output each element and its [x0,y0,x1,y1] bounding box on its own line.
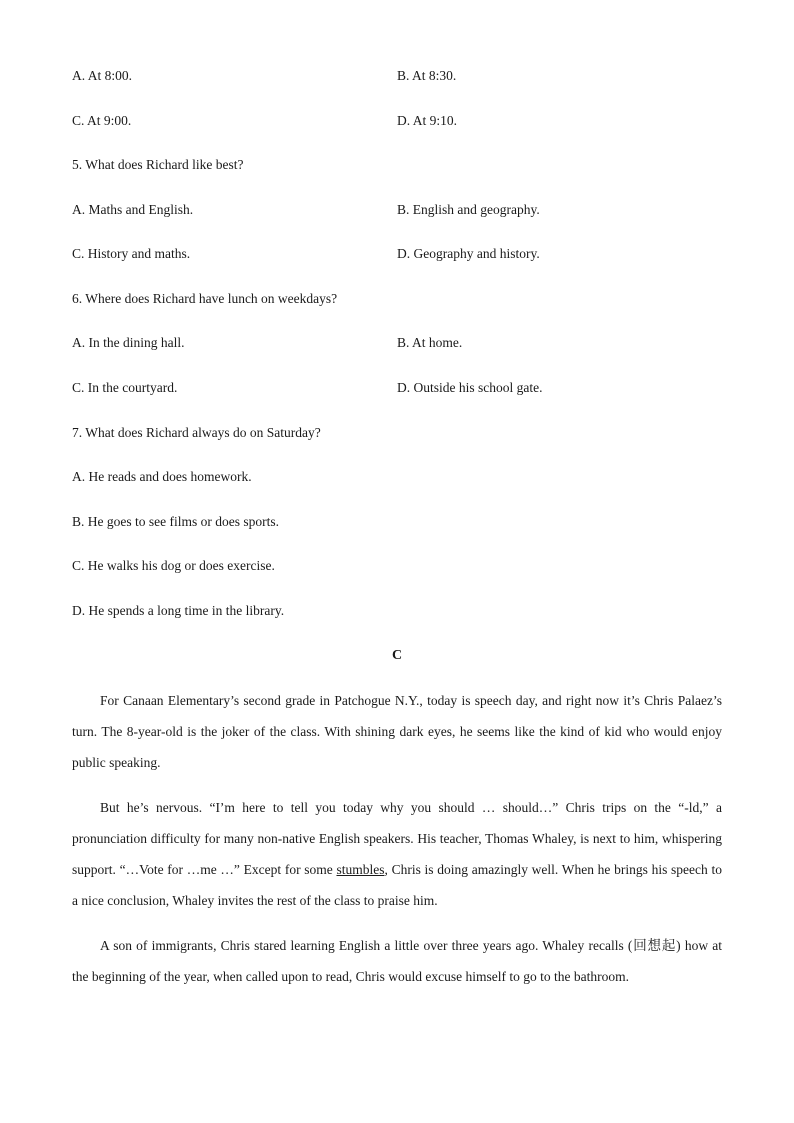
q6-option-d: D. Outside his school gate. [397,380,543,395]
q5-option-c: C. History and maths. [72,246,191,261]
q5-option-d: D. Geography and history. [397,246,540,261]
q6-question: 6. Where does Richard have lunch on weekdays? [72,291,338,306]
q7-option-b: B. He goes to see films or does sports. [72,514,279,529]
q7-option-d: D. He spends a long time in the library. [72,603,285,618]
passage-paragraph-2-text-after: , Chris is doing amazingly well. When he brings his speech to a nice conclusion, Whaley invites the rest of the class to praise him. [72,862,722,908]
passage-paragraph-1: For Canaan Elementary’s second grade in Patchogue N.Y., today is speech day, and right now it’s Chris Palaez’s turn. The 8-year-old is the joker of the class. With shining dark eyes, he seems like the kind of kid who would enjoy public speaking. [72,693,722,770]
q6-option-c: C. In the courtyard. [72,380,178,395]
q4-option-c: C. At 9:00. [72,113,132,128]
section-c-heading: C [391,648,403,663]
passage-paragraph-2 [72,792,722,916]
q5-option-b: B. English and geography. [397,202,540,217]
q4-option-a: A. At 8:00. [72,68,133,83]
q6-option-a: A. In the dining hall. [72,335,185,350]
q5-question: 5. What does Richard like best? [72,157,244,172]
underlined-word-stumbles: stumbles [336,862,385,877]
q6-option-b: B. At home. [397,335,463,350]
passage-paragraph-2-text-before: But he’s nervous. “I’m here to tell you today why you should … should…” Chris trips on the “-ld,” a pronunciation difficulty for many non-native English speakers. His teacher, Thomas Whaley, is next to him, whispering support. “…Vote for …me …” Except for some [72,800,722,877]
passage-paragraph-3: A son of immigrants, Chris stared learning English a little over three years ago. Whaley recalls (回想起) how at the beginning of the year, when called upon to read, Chris would excuse himself to go to the bathroom. [72,938,722,984]
q5-option-a: A. Maths and English. [72,202,194,217]
q7-option-c: C. He walks his dog or does exercise. [72,558,275,573]
q7-option-a: A. He reads and does homework. [72,469,252,484]
q4-option-d: D. At 9:10. [397,113,458,128]
q4-option-b: B. At 8:30. [397,68,457,83]
q7-question: 7. What does Richard always do on Saturday? [72,425,321,440]
